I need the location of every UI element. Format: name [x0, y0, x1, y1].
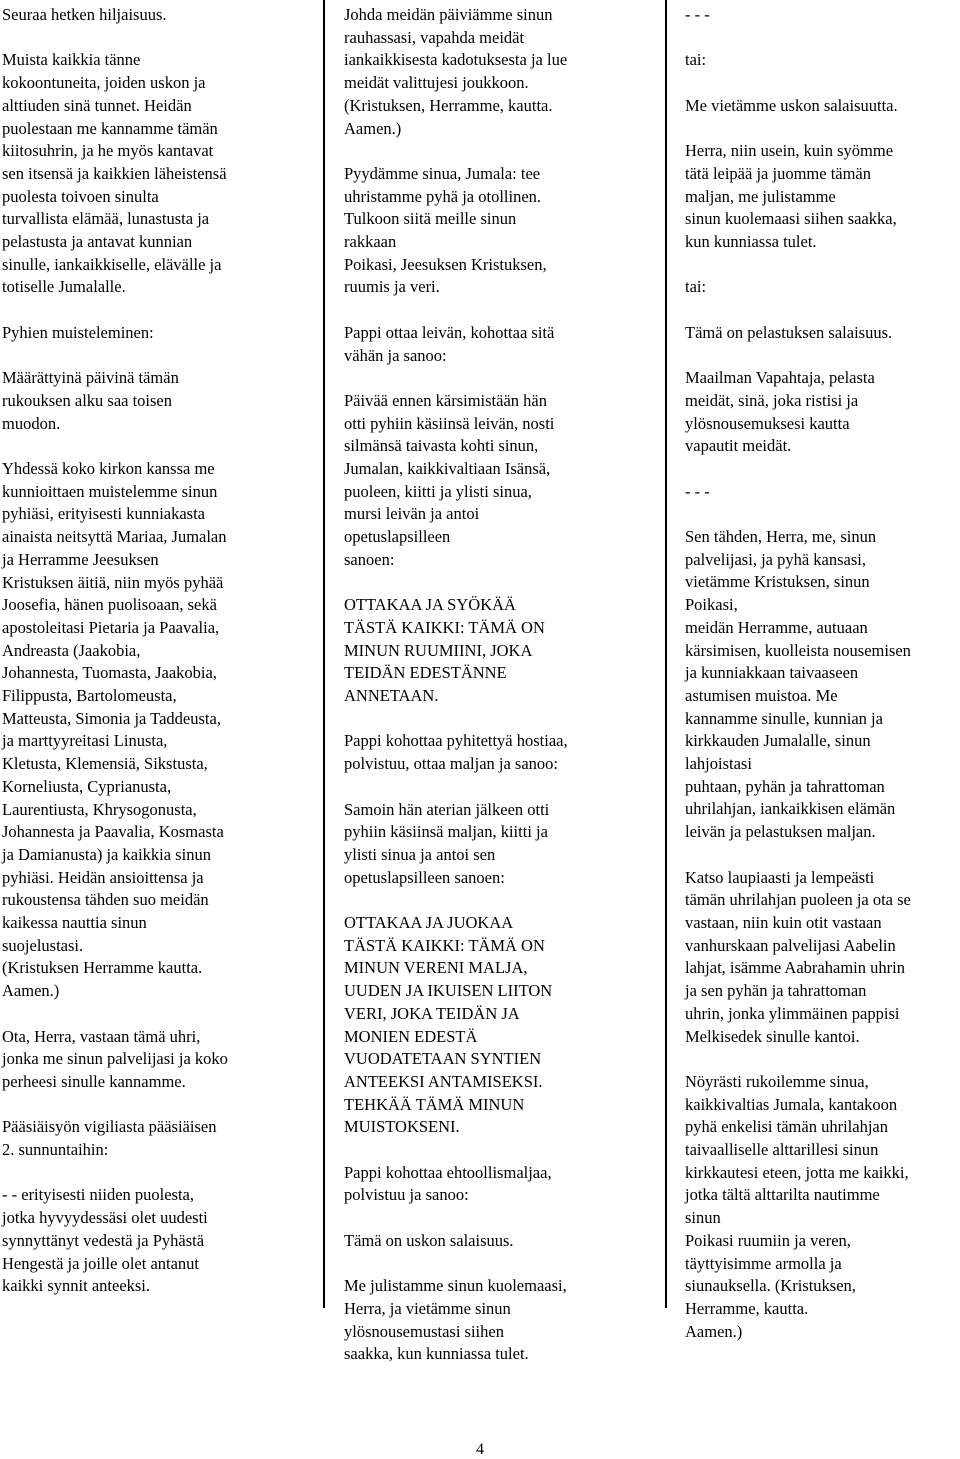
paragraph: Maailman Vapahtaja, pelasta meidät, sinä, joka ristisi ja ylösnousemuksesi kautta vapautit meidät.	[685, 368, 875, 456]
column-divider	[323, 0, 325, 1308]
paragraph: Pääsiäisyön vigiliasta pääsiäisen 2. sunnuntaihin:	[2, 1117, 217, 1160]
paragraph: Pyydämme sinua, Jumala: tee uhristamme pyhä ja otollinen. Tulkoon siitä meille sinun rakkaan Poikasi, Jeesuksen Kristuksen, ruumis ja veri.	[344, 163, 547, 297]
text-column-1	[2, 4, 302, 1321]
paragraph: - - -	[685, 5, 710, 24]
page-number: 4	[476, 1441, 484, 1458]
paragraph: Pappi kohottaa pyhitettyä hostiaa, polvistuu, ottaa maljan ja sanoo:	[344, 731, 568, 774]
paragraph: OTTAKAA JA SYÖKÄÄ TÄSTÄ KAIKKI: TÄMÄ ON MINUN RUUMIINI, JOKA TEIDÄN EDESTÄNNE ANNETAAN.	[344, 595, 545, 706]
paragraph: Pyhien muisteleminen:	[2, 322, 154, 342]
paragraph: - - erityisesti niiden puolesta, jotka hyvyydessäsi olet uudesti synnyttänyt vedestä ja Pyhästä Hengestä ja joille olet antanut kaikki synnit anteeksi.	[2, 1185, 208, 1296]
paragraph: Johda meidän päiviämme sinun rauhassasi, vapahda meidät iankaikkisesta kadotuksesta ja lue meidät valittujesi joukkoon. (Kristuksen, Herramme, kautta. Aamen.)	[344, 5, 568, 138]
paragraph: Katso laupiaasti ja lempeästi tämän uhrilahjan puoleen ja ota se vastaan, niin kuin otit vastaan vanhurskaan palvelijasi Aabelin lahjat, isämme Aabrahamin uhrin ja sen pyhän ja tahrattoman uhrin, jonka ylimmäinen pappisi Melkisedek sinulle kantoi.	[685, 867, 911, 1046]
paragraph: Pappi ottaa leivän, kohottaa sitä vähän ja sanoo:	[344, 322, 555, 365]
paragraph: Ota, Herra, vastaan tämä uhri, jonka me sinun palvelijasi ja koko perheesi sinulle kannamme.	[2, 1026, 228, 1091]
paragraph: Päivää ennen kärsimistään hän otti pyhiin käsiinsä leivän, nosti silmänsä taivasta kohti sinun, Jumalan, kaikkivaltiaan Isänsä, puoleen, kiitti ja ylisti sinua, mursi leivän ja antoi opetuslapsilleen sanoen:	[344, 390, 555, 569]
paragraph: Me vietämme uskon salaisuutta.	[685, 95, 898, 115]
paragraph: Seuraa hetken hiljaisuus.	[2, 5, 167, 24]
paragraph: Tämä on pelastuksen salaisuus.	[685, 322, 893, 342]
column-divider	[665, 0, 667, 1308]
paragraph: - - -	[685, 481, 710, 501]
text-column-3	[685, 4, 960, 1366]
paragraph: OTTAKAA JA JUOKAA TÄSTÄ KAIKKI: TÄMÄ ON MINUN VERENI MALJA, UUDEN JA IKUISEN LIITON VERI, JOKA TEIDÄN JA MONIEN EDESTÄ VUODATETAAN SYNTIEN ANTEEKSI ANTAMISEKSI. TEHKÄÄ TÄMÄ MINUN MUISTOKSENI.	[344, 913, 553, 1137]
paragraph: Muista kaikkia tänne kokoontuneita, joiden uskon ja alttiuden sinä tunnet. Heidän puolestaan me kannamme tämän kiitosuhrin, ja he myös kantavat sen itsensä ja kaikkien läheistensä puolesta toivoen sinulta turvallista elämää, lunastusta ja pelastusta ja antavat kunnian sinulle, iankaikkiselle, elävälle ja totiselle Jumalalle.	[2, 50, 227, 297]
paragraph: Samoin hän aterian jälkeen otti pyhiin käsiinsä maljan, kiitti ja ylisti sinua ja antoi sen opetuslapsilleen sanoen:	[344, 799, 550, 887]
text-column-2	[344, 4, 644, 1389]
paragraph: Tämä on uskon salaisuus.	[344, 1230, 514, 1250]
paragraph: Sen tähden, Herra, me, sinun palvelijasi, ja pyhä kansasi, vietämme Kristuksen, sinun Poikasi, meidän Herramme, autuaan kärsimisen, kuolleista nousemisen ja kunniakkaan taivaaseen astumisen muistoa. Me kannamme sinulle, kunnian ja kirkkauden Jumalalle, sinun lahjoistasi puhtaan, pyhän ja tahrattoman uhrilahjan, iankaikkisen elämän leivän ja pelastuksen maljan.	[685, 527, 911, 842]
paragraph: Me julistamme sinun kuolemaasi, Herra, ja vietämme sinun ylösnousemustasi siihen saakka, kun kunniassa tulet.	[344, 1276, 567, 1364]
paragraph: Nöyrästi rukoilemme sinua, kaikkivaltias Jumala, kantakoon pyhä enkelisi tämän uhrilahjan taivaalliselle alttarillesi sinun kirkkautesi eteen, jotta me kaikki, jotka tältä alttarilta nautimme sinun Poikasi ruumiin ja veren, täyttyisimme armolla ja siunauksella. (Kristuksen, Herramme, kautta. Aamen.)	[685, 1071, 909, 1341]
paragraph: Määrättyinä päivinä tämän rukouksen alku saa toisen muodon.	[2, 368, 179, 433]
paragraph: tai:	[685, 277, 707, 297]
paragraph: Pappi kohottaa ehtoollismaljaa, polvistuu ja sanoo:	[344, 1162, 552, 1205]
paragraph: tai:	[685, 50, 707, 70]
paragraph: Herra, niin usein, kuin syömme tätä leipää ja juomme tämän maljan, me julistamme sinun kuolemaasi siihen saakka, kun kunniassa tulet.	[685, 141, 897, 251]
paragraph: Yhdessä koko kirkon kanssa me kunnioittaen muistelemme sinun pyhiäsi, erityisesti kunniakasta ainaista neitsyttä Mariaa, Jumalan ja Herramme Jeesuksen Kristuksen äitiä, niin myös pyhää Joosefia, hänen puolisoaan, sekä apostoleitasi Pietaria ja Paavalia, Andreasta (Jaakobia, Johannesta, Tuomasta, Jaakobia, Filippusta, Bartolomeusta, Matteusta, Simonia ja Taddeusta, ja marttyyreitasi Linusta, Kletusta, Klemensiä, Sikstusta, Korneliusta, Cyprianusta, Laurentiusta, Khrysogonusta, Johannesta ja Paavalia, Kosmasta ja Damianusta) ja kaikkia sinun pyhiäsi. Heidän ansioittensa ja rukoustensa tähden suo meidän kaikessa nauttia sinun suojelustasi. (Kristuksen Herramme kautta. Aamen.)	[2, 459, 227, 1001]
